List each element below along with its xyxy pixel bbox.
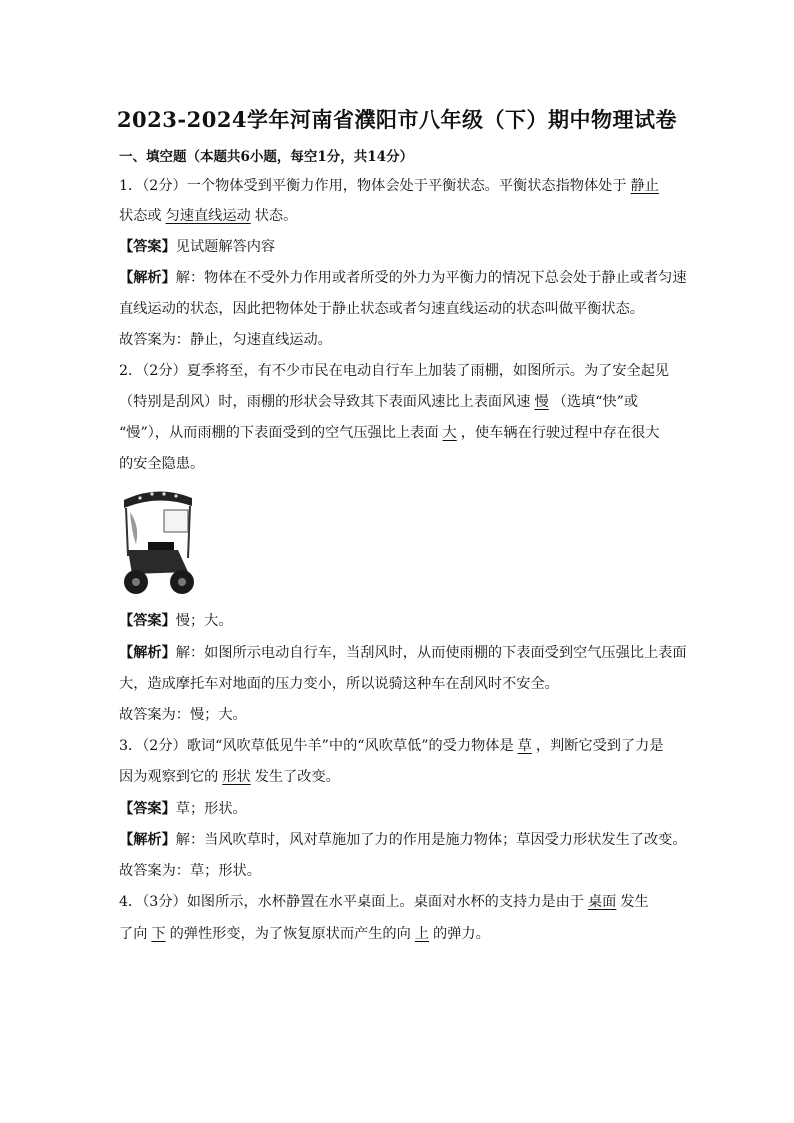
analysis-tag: 【解析】 [119, 645, 176, 661]
q2-line-1: 2．（2分）夏季将至，有不少市民在电动自行车上加装了雨棚，如图所示。为了安全起见 [119, 363, 670, 379]
q4-blank-2: 下 [151, 926, 166, 942]
answer-tag: 【答案】 [119, 801, 176, 817]
q4-line-1 [119, 892, 649, 912]
q2-analysis-line-1 [119, 643, 687, 663]
q1-analysis-line-1 [119, 268, 687, 288]
q2-analysis-line-2: 大，造成摩托车对地面的压力变小，所以说骑这种车在刮风时不安全。 [119, 676, 559, 692]
analysis-tag: 【解析】 [119, 832, 176, 848]
q1-answer [119, 237, 275, 257]
q1-blank-1: 静止 [630, 178, 659, 194]
q1-text: 1．（2分）一个物体受到平衡力作用，物体会处于平衡状态。平衡状态指物体处于 [119, 178, 627, 194]
q3-text: 3．（2分）歌词“风吹草低见牛羊”中的“风吹草低”的受力物体是 [119, 738, 514, 754]
q2-line-3 [119, 423, 659, 443]
q1-blank-2: 匀速直线运动 [165, 208, 251, 224]
q3-answer [119, 799, 247, 819]
q1-final: 故答案为：静止，匀速直线运动。 [119, 332, 332, 348]
q2-blank-2: 大 [442, 425, 457, 441]
q3-line-2 [119, 767, 340, 787]
analysis-tag: 【解析】 [119, 270, 176, 286]
answer-text: 草；形状。 [175, 801, 247, 817]
answer-tag: 【答案】 [119, 239, 176, 255]
q3-text: 发生了改变。 [254, 769, 340, 785]
q3-text: 因为观察到它的 [119, 769, 219, 785]
q4-text: 4．（3分）如图所示，水杯静置在水平桌面上。桌面对水杯的支持力是由于 [119, 894, 584, 910]
q3-final: 故答案为：草；形状。 [119, 863, 261, 879]
analysis-text: 解：当风吹草时，风对草施加了力的作用是施力物体；草因受力形状发生了改变。 [175, 832, 687, 848]
q4-text: 的弹力。 [433, 926, 490, 942]
q2-text: （选填“快”或 [552, 394, 639, 410]
q3-line-1 [119, 736, 664, 756]
q4-blank-1: 桌面 [587, 894, 617, 910]
q1-text: 状态或 [119, 208, 162, 224]
q4-text: 了向 [119, 926, 148, 942]
q2-text: “慢”），从而雨棚的下表面受到的空气压强比上表面 [119, 425, 439, 441]
q2-line-4: 的安全隐患。 [119, 456, 205, 472]
answer-tag: 【答案】 [119, 613, 176, 629]
q2-final: 故答案为：慢；大。 [119, 707, 247, 723]
q1-text: 状态。 [254, 208, 298, 224]
q3-analysis-line-1 [119, 830, 687, 850]
answer-text: 慢；大。 [175, 613, 233, 629]
q4-text: 发生 [620, 894, 649, 910]
q3-blank-2: 形状 [222, 769, 251, 785]
answer-text: 见试题解答内容 [175, 239, 276, 255]
q1-line-1 [119, 176, 663, 196]
q2-text: （特别是刮风）时，雨棚的形状会导致其下表面风速比上表面风速 [119, 394, 531, 410]
section-heading: 一、填空题（本题共6小题，每空1分，共14分） [119, 149, 414, 165]
analysis-text: 解：如图所示电动自行车，当刮风时，从而使雨棚的下表面受到空气压强比上表面 [175, 645, 687, 661]
q2-answer [119, 611, 233, 631]
q2-line-2 [119, 392, 638, 412]
page-title: 2023-2024学年河南省濮阳市八年级（下）期中物理试卷 [116, 107, 678, 132]
q4-blank-3: 上 [414, 926, 429, 942]
q4-text: 的弹性形变，为了恢复原状而产生的向 [169, 926, 411, 942]
q3-blank-1: 草 [517, 738, 532, 754]
analysis-text: 解：物体在不受外力作用或者所受的外力为平衡力的情况下总会处于静止或者匀速 [175, 270, 687, 286]
q4-line-2 [119, 924, 490, 944]
q1-analysis-line-2: 直线运动的状态，因此把物体处于静止状态或者匀速直线运动的状态叫做平衡状态。 [119, 301, 644, 317]
scooter-with-canopy-figure [118, 486, 198, 598]
q2-blank-1: 慢 [534, 394, 549, 410]
q3-text: ，判断它受到了力是 [535, 738, 664, 754]
q1-line-2 [119, 206, 297, 226]
q2-text: ，使车辆在行驶过程中存在很大 [460, 425, 660, 441]
